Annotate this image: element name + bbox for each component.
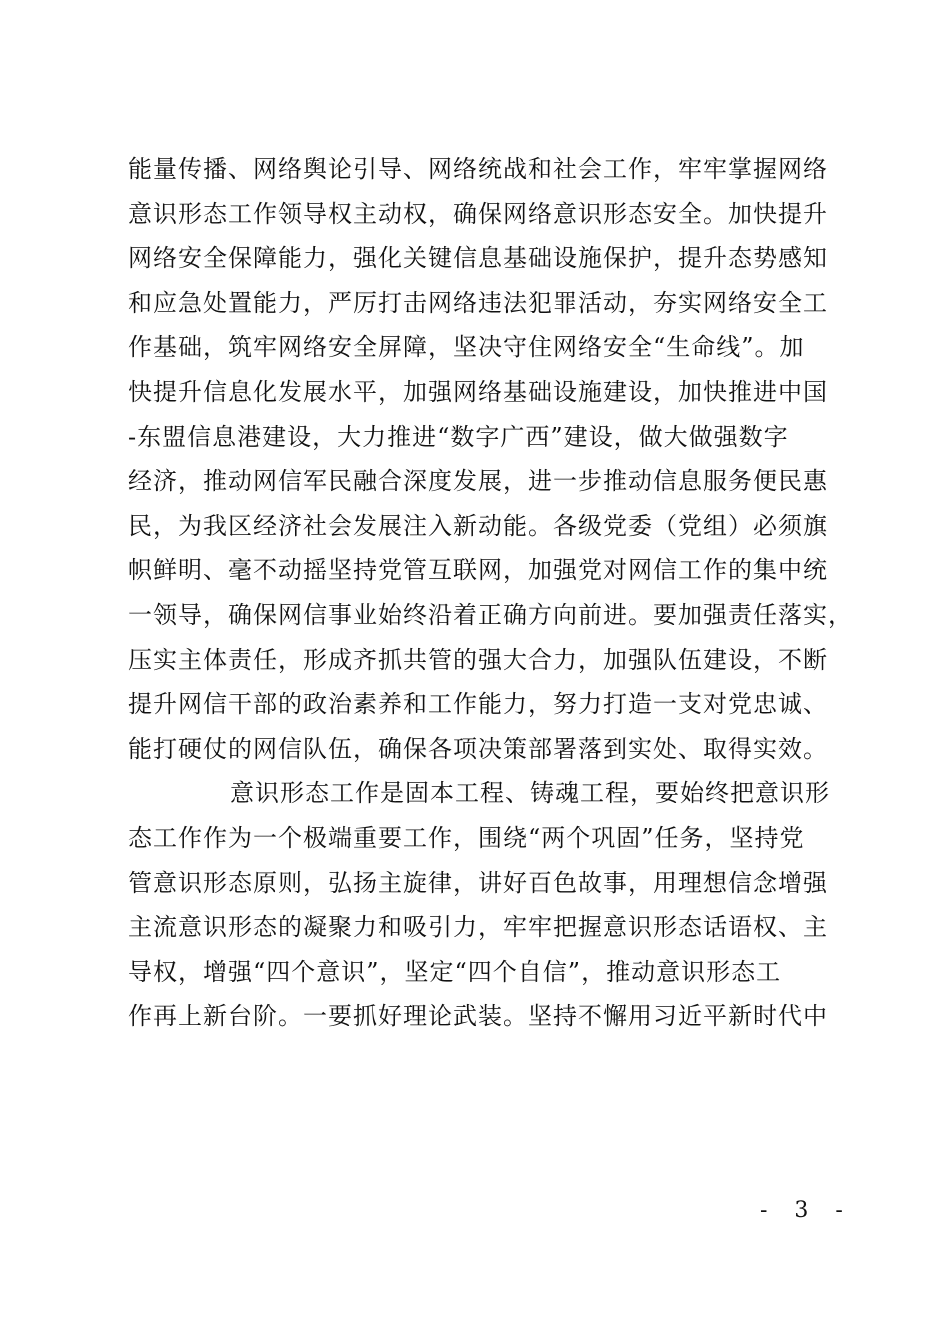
text-line: 意识形态工作是固本工程、铸魂工程，要始终把意识形: [230, 779, 830, 808]
text-line: 态工作作为一个极端重要工作，围绕“两个巩固”任务，坚持党: [128, 823, 805, 852]
text-line: 一领导，确保网信事业始终沿着正确方向前进。要加强责任落实，: [128, 600, 853, 629]
text-line: -东盟信息港建设，大力推进“数字广西”建设，做大做强数字: [128, 422, 789, 451]
paragraph-2: [128, 771, 838, 1039]
text-line: 帜鲜明、毫不动摇坚持党管互联网，加强党对网信工作的集中统: [128, 556, 828, 585]
text-line: 压实主体责任，形成齐抓共管的强大合力，加强队伍建设，不断: [128, 645, 828, 674]
document-body: [128, 147, 853, 1039]
text-line: 作基础，筑牢网络安全屏障，坚决守住网络安全“生命线”。加: [128, 333, 805, 362]
text-line: 快提升信息化发展水平，加强网络基础设施建设，加快推进中国: [128, 377, 828, 406]
text-line: 和应急处置能力，严厉打击网络违法犯罪活动，夯实网络安全工: [128, 288, 828, 317]
text-line: 网络安全保障能力，强化关键信息基础设施保护，提升态势感知: [128, 244, 828, 273]
text-line: 经济，推动网信军民融合深度发展，进一步推动信息服务便民惠: [128, 467, 828, 496]
text-line: 主流意识形态的凝聚力和吸引力，牢牢把握意识形态话语权、主: [128, 913, 828, 942]
text-line: 提升网信干部的政治素养和工作能力，努力打造一支对党忠诚、: [128, 690, 828, 719]
text-line: 能打硬仗的网信队伍，确保各项决策部署落到实处、取得实效。: [128, 734, 828, 763]
text-line: 民，为我区经济社会发展注入新动能。各级党委（党组）必须旗: [128, 511, 828, 540]
text-line: 作再上新台阶。一要抓好理论武装。坚持不懈用习近平新时代中: [128, 1002, 828, 1031]
page-number: - 3 -: [760, 1198, 853, 1223]
text-line: 导权，增强“四个意识”，坚定“四个自信”，推动意识形态工: [128, 957, 782, 986]
paragraph-1: [128, 147, 853, 771]
text-line: 能量传播、网络舆论引导、网络统战和社会工作，牢牢掌握网络: [128, 155, 828, 183]
text-line: 意识形态工作领导权主动权，确保网络意识形态安全。加快提升: [128, 199, 828, 228]
text-line: 管意识形态原则，弘扬主旋律，讲好百色故事，用理想信念增强: [128, 868, 828, 897]
